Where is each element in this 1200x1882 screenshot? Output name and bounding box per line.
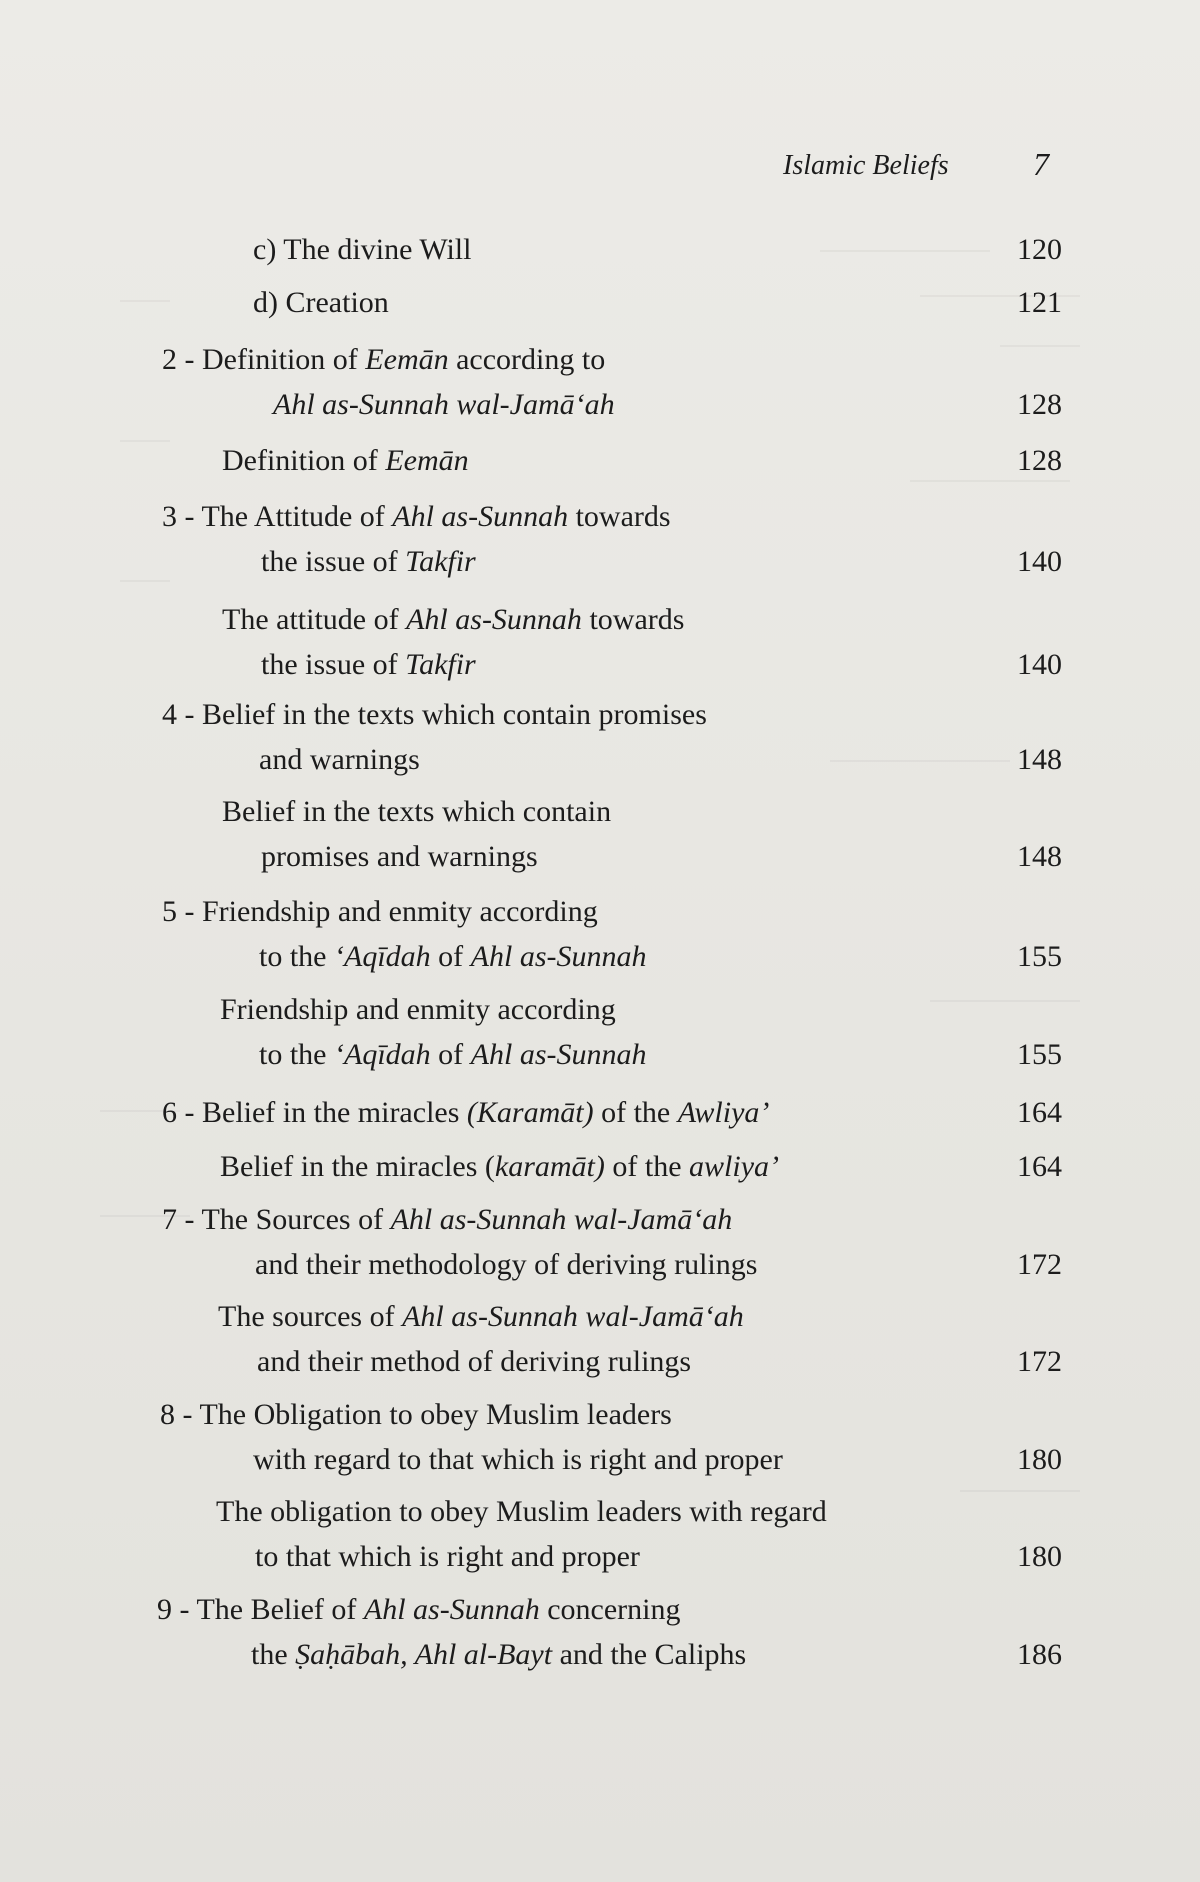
toc-page-number: 128 — [1017, 444, 1062, 477]
text-run: 3 - The Attitude of — [162, 500, 393, 533]
toc-entry — [0, 502, 1200, 592]
toc-entry-title — [162, 1205, 732, 1235]
book-title: Islamic Beliefs — [783, 150, 949, 181]
text-run: promises and warnings — [261, 840, 538, 873]
text-run: and warnings — [259, 743, 420, 776]
italic-term: Takfir — [405, 648, 476, 681]
italic-term: Ahl as-Sunnah — [363, 1593, 540, 1626]
toc-entry — [0, 1098, 1200, 1143]
italic-term: ‘Aqīdah — [334, 1038, 431, 1071]
text-run: The sources of — [218, 1300, 403, 1333]
italic-term: Ṣaḥābah, Ahl al-Bayt — [295, 1638, 553, 1671]
italic-term: Takfir — [405, 545, 476, 578]
toc-entry — [0, 235, 1200, 280]
text-run: the issue of — [261, 648, 406, 681]
toc-entry-continuation — [261, 650, 476, 680]
text-run: 8 - The Obligation to obey Muslim leaders — [160, 1398, 672, 1431]
toc-entry-continuation — [257, 1347, 691, 1377]
toc-page-number: 186 — [1017, 1638, 1062, 1671]
toc-entry-continuation — [273, 390, 615, 420]
toc-entry — [0, 446, 1200, 491]
toc-entry-continuation — [253, 1445, 783, 1475]
toc-entry-title — [162, 700, 707, 730]
toc-page-number: 120 — [1017, 233, 1062, 266]
toc-entry-title — [222, 605, 684, 635]
text-run: 7 - The Sources of — [162, 1203, 391, 1236]
italic-term: ‘Aqīdah — [334, 940, 431, 973]
text-run: Belief in the miracles ( — [220, 1150, 495, 1183]
toc-page-number: 172 — [1017, 1345, 1062, 1378]
toc-page-number: 164 — [1017, 1096, 1062, 1129]
toc-page-number: 148 — [1017, 840, 1062, 873]
toc-entry — [0, 1152, 1200, 1197]
toc-entry-continuation — [259, 1040, 646, 1070]
italic-term: karamāt) — [494, 1150, 605, 1183]
toc-entry-title — [222, 446, 469, 476]
text-run: of — [430, 1038, 471, 1071]
toc-entry — [0, 1595, 1200, 1685]
text-run: Friendship and enmity according — [220, 993, 616, 1026]
toc-page-number: 180 — [1017, 1443, 1062, 1476]
text-run: and their method of deriving rulings — [257, 1345, 692, 1378]
toc-entry — [0, 797, 1200, 887]
text-run: 6 - Belief in the miracles — [162, 1096, 467, 1129]
italic-term: Ahl as-Sunnah wal-Jamā‘ah — [273, 388, 615, 421]
text-run: The obligation to obey Muslim leaders with regard — [216, 1495, 827, 1528]
toc-entry — [0, 897, 1200, 987]
italic-term: Ahl as-Sunnah — [392, 500, 569, 533]
italic-term: Ahl as-Sunnah — [470, 940, 647, 973]
toc-entry — [0, 1302, 1200, 1392]
toc-entry-title — [162, 345, 605, 375]
text-run: and the Caliphs — [552, 1638, 747, 1671]
italic-term: Eemān — [385, 444, 469, 477]
toc-page-number: 140 — [1017, 648, 1062, 681]
text-run: 4 - Belief in the texts which contain promises — [162, 698, 707, 731]
text-run: Belief in the texts which contain — [222, 795, 612, 828]
toc-entry — [0, 1400, 1200, 1490]
text-run: towards — [581, 603, 685, 636]
toc-entry-title — [222, 797, 611, 827]
toc-entry — [0, 288, 1200, 333]
toc-entry — [0, 995, 1200, 1085]
italic-term: Eemān — [365, 343, 449, 376]
text-run: to the — [259, 1038, 334, 1071]
toc-page-number: 155 — [1017, 940, 1062, 973]
toc-entry-continuation — [251, 1640, 746, 1670]
text-run: and their methodology of deriving rulings — [255, 1248, 758, 1281]
page-number: 7 — [1033, 146, 1049, 182]
italic-term: Ahl as-Sunnah — [470, 1038, 647, 1071]
toc-entry-title — [162, 1098, 769, 1128]
toc-entry-title — [162, 897, 598, 927]
italic-term: Ahl as-Sunnah — [406, 603, 582, 636]
text-run: to the — [259, 940, 334, 973]
text-run: towards — [568, 500, 671, 533]
toc-entry-continuation — [255, 1250, 757, 1280]
toc-entry-continuation — [259, 942, 646, 972]
text-run: the issue of — [261, 545, 406, 578]
toc-entry-title — [253, 288, 389, 318]
text-run: the — [251, 1638, 296, 1671]
text-run: to that which is right and proper — [255, 1540, 640, 1573]
toc-entry-title — [160, 1400, 672, 1430]
text-run: d) Creation — [253, 286, 389, 319]
text-run: 2 - Definition of — [162, 343, 366, 376]
text-run: 9 - The Belief of — [157, 1593, 364, 1626]
text-run: of the — [593, 1096, 678, 1129]
toc-entry-title — [157, 1595, 681, 1625]
italic-term: awliya’ — [689, 1150, 780, 1183]
italic-term: Ahl as-Sunnah wal-Jamā‘ah — [390, 1203, 733, 1236]
toc-entry — [0, 1205, 1200, 1295]
toc-page-number: 164 — [1017, 1150, 1062, 1183]
text-run: of the — [604, 1150, 690, 1183]
toc-entry-continuation — [261, 842, 538, 872]
text-run: 5 - Friendship and enmity according — [162, 895, 598, 928]
toc-page-number: 128 — [1017, 388, 1062, 421]
toc-entry-title — [162, 502, 671, 532]
toc-page-number: 140 — [1017, 545, 1062, 578]
text-run: according to — [448, 343, 606, 376]
text-run: c) The divine Will — [253, 233, 472, 266]
toc-page-number: 172 — [1017, 1248, 1062, 1281]
toc-page-number: 155 — [1017, 1038, 1062, 1071]
toc-entry-title — [253, 235, 471, 265]
text-run: of — [430, 940, 471, 973]
text-run: Definition of — [222, 444, 386, 477]
toc-entry-continuation — [255, 1542, 640, 1572]
text-run: The attitude of — [222, 603, 407, 636]
toc-entry — [0, 345, 1200, 435]
toc-entry-title — [220, 995, 616, 1025]
toc-entry-continuation — [261, 547, 476, 577]
toc-entry-title — [216, 1497, 827, 1527]
toc-entry-continuation — [259, 745, 420, 775]
text-run: concerning — [539, 1593, 681, 1626]
toc-page-number: 148 — [1017, 743, 1062, 776]
running-header — [0, 146, 1200, 190]
italic-term: (Karamāt) — [466, 1096, 594, 1129]
toc-entry-title — [220, 1152, 779, 1182]
toc-page-number: 180 — [1017, 1540, 1062, 1573]
toc-entry-title — [218, 1302, 744, 1332]
toc-entry — [0, 700, 1200, 790]
text-run: with regard to that which is right and proper — [253, 1443, 783, 1476]
italic-term: Ahl as-Sunnah wal-Jamā‘ah — [402, 1300, 744, 1333]
toc-entry — [0, 1497, 1200, 1587]
italic-term: Awliya’ — [677, 1096, 770, 1129]
toc-entry — [0, 605, 1200, 695]
toc-page-number: 121 — [1017, 286, 1062, 319]
